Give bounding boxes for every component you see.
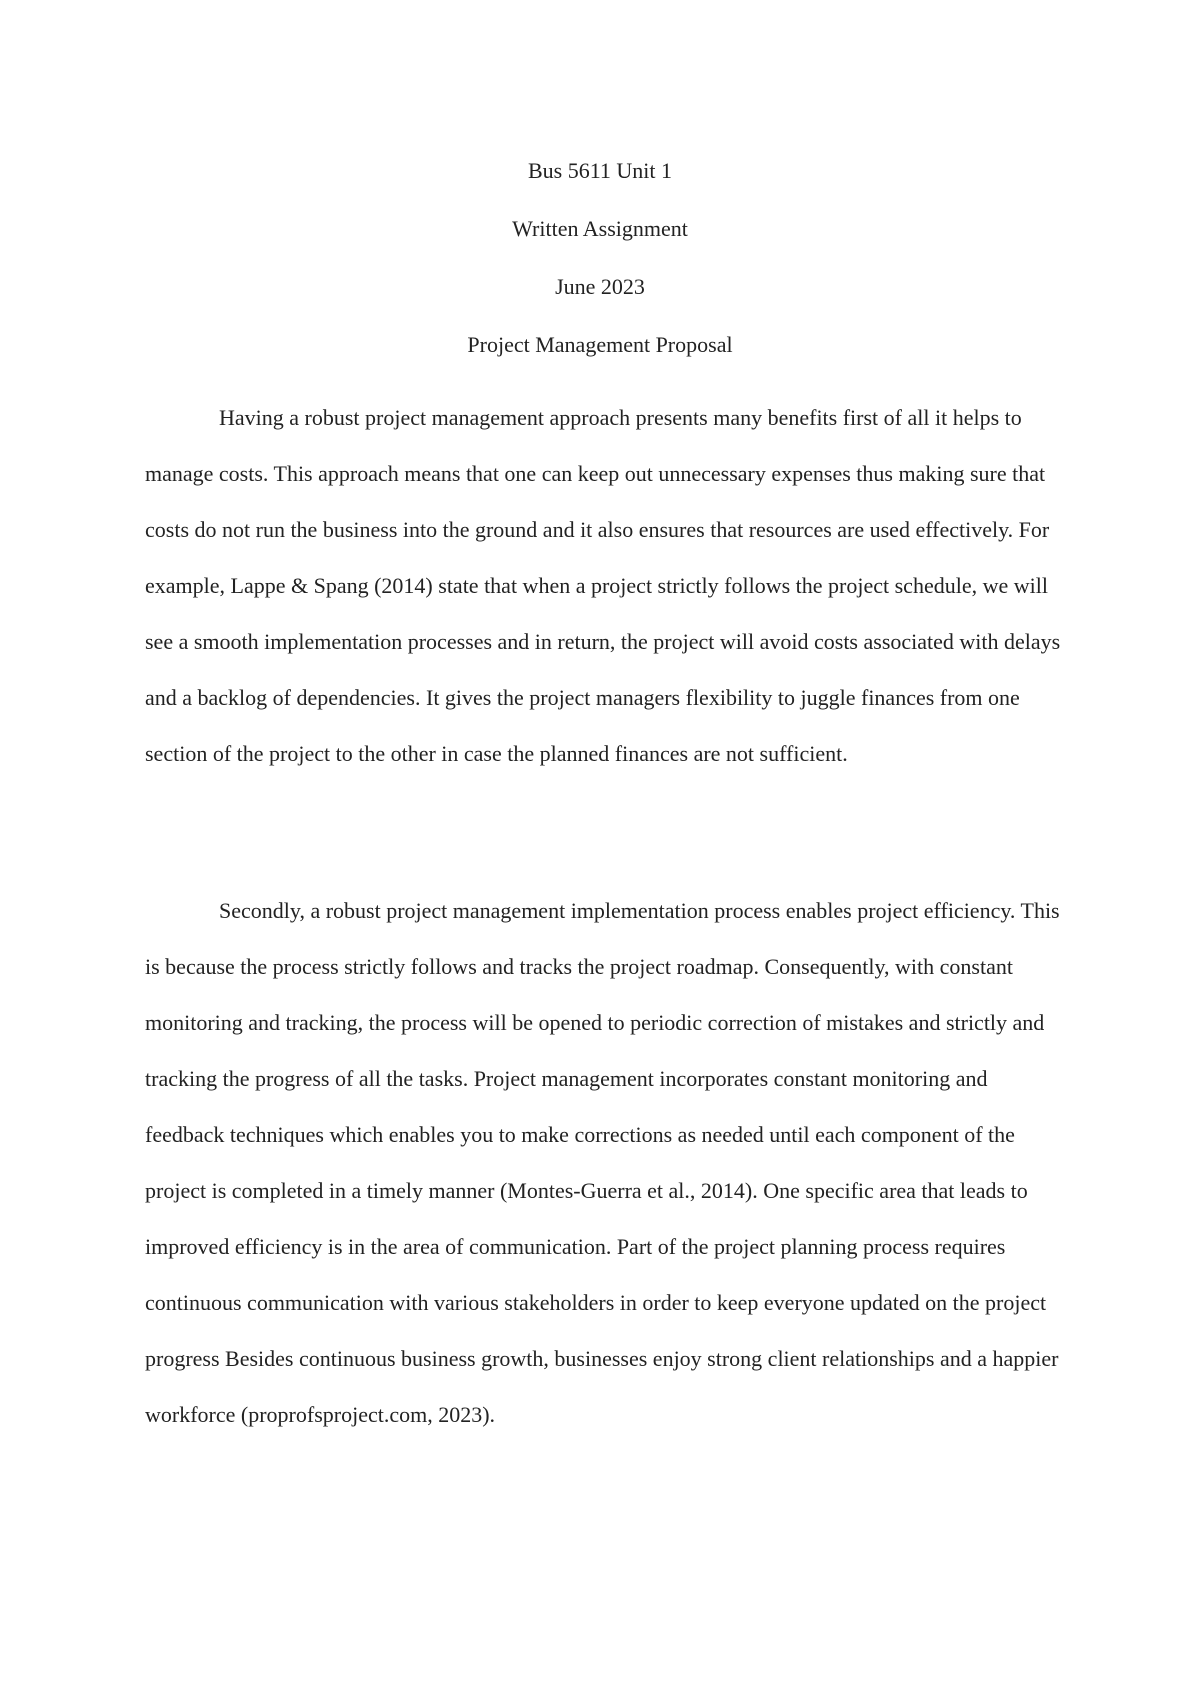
document-title: Project Management Proposal	[467, 332, 733, 357]
body-paragraph-2: Secondly, a robust project management implementation process enables project efficiency. This is because the process strictly follows and tracks the project roadmap. Consequently, with constant monitoring and tracking, the process will be opened to periodic correction of mistakes and strictly and tracking the progress of all the tasks. Project management incorporates constant monitoring and feedback techniques which enables you to make corrections as needed until each component of the project is completed in a timely manner (Montes-Guerra et al., 2014). One specific area that leads to improved efficiency is in the area of communication. Part of the project planning process requires continuous communication with various stakeholders in order to keep everyone updated on the project progress Besides continuous business growth, businesses enjoy strong client relationships and a happier workforce (proprofsproject.com, 2023).	[145, 898, 1060, 1427]
course-line: Bus 5611 Unit 1	[527, 158, 673, 183]
title-block	[0, 142, 1200, 374]
date-line: June 2023	[555, 274, 645, 299]
assignment-line: Written Assignment	[512, 216, 688, 241]
body-paragraph-1: Having a robust project management approach presents many benefits first of all it helps to manage costs. This approach means that one can keep out unnecessary expenses thus making sure that costs do not run the business into the ground and it also ensures that resources are used effectively. For example, Lappe & Spang (2014) state that when a project strictly follows the project schedule, we will see a smooth implementation processes and in return, the project will avoid costs associated with delays and a backlog of dependencies. It gives the project managers flexibility to juggle finances from one section of the project to the other in case the planned finances are not sufficient.	[145, 405, 1061, 766]
